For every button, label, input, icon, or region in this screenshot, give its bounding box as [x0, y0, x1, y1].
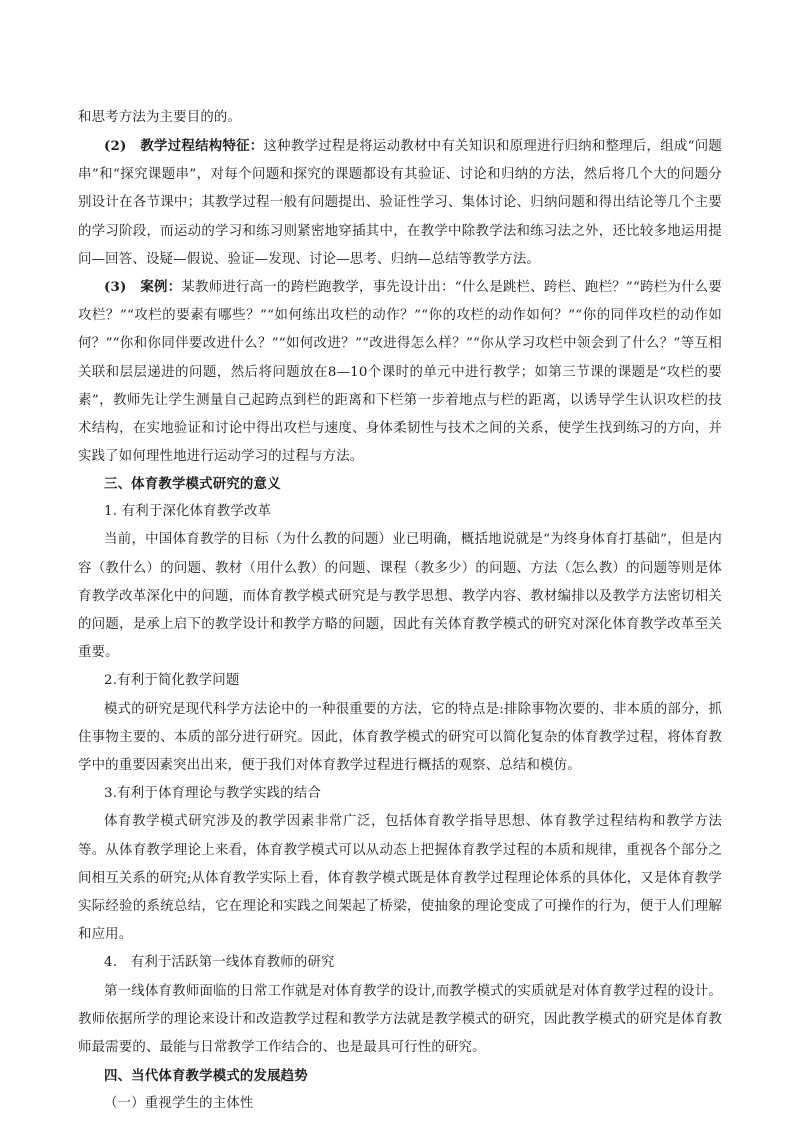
para-0-text: 和思考方法为主要目的的。 [78, 110, 242, 125]
para-label: (2) 教学过程结构特征： [104, 138, 264, 154]
para-text: 某教师进行高一的跨栏跑教学，事先设计出：“什么是跳栏、跨栏、跑栏？”“跨栏为什么要攻栏？”“攻栏的要素有哪些？”“如何练出攻栏的动作？”“你的攻栏的动作如何？”“你的同伴攻栏的动作如何？”“你和你同伴要改进什么？”“如何改进？”“改进得怎么样？”“你从学习攻栏中领会到了什么？”等互相关联和层层递进的问题，然后将问题放在8—10个课时的单元中进行教学；如第三节课的课题是“攻栏的要素”，教师先让学生测量自己起跨点到栏的距离和下栏第一步着地点与栏的距离，以诱导学生认识攻栏的技术结构，在实地验证和讨论中得出攻栏与速度、身体柔韧性与技术之间的关系，使学生找到练习的方向，并实践了如何理性地进行运动学习的过程与方法。 [78, 280, 723, 465]
subsection-4-heading: 4. 有利于活跃第一线体育教师的研究 [104, 955, 335, 971]
subsection-2-text: 模式的研究是现代科学方法论中的一种很重要的方法，它的特点是:排除事物次要的、非本质的部分，抓住事物主要的、本质的部分进行研究。因此，体育教学模式的研究可以简化复杂的体育教学过程，将体育教学中的重要因素突出出来，便于我们对体育教学过程进行概括的观察、总结和模仿。 [78, 701, 722, 774]
section-3-heading: 三、体育教学模式研究的意义 [104, 476, 281, 492]
subsection-3-text: 体育教学模式研究涉及的教学因素非常广泛，包括体育教学指导思想、体育教学过程结构和教学方法等。从体育教学理论上来看，体育教学模式可以从动态上把握体育教学过程的本质和规律，重视各个部分之间相互关系的研究;从体育教学实际上看，体育教学模式既是体育教学过程理论体系的具体化，又是体育教学实际经验的系统总结，它在理论和实践之间架起了桥梁，使抽象的理论变成了可操作的行为，便于人们理解和应用。 [78, 814, 722, 943]
section-3 [78, 470, 722, 1119]
subsection-1-heading: 1. 有利于深化体育教学改革 [104, 504, 272, 520]
para-case [78, 273, 722, 471]
subsection-1-text: 当前，中国体育教学的目标（为什么教的问题）业已明确，概括地说就是“为终身体育打基础”，但是内容（教什么）的问题、教材（用什么教）的问题、课程（教多少）的问题、方法（怎么教）的问题等则是体育教学改革深化中的问题，而体育教学模式研究是与教学思想、教学内容、教材编排以及教学方法密切相关的问题，是承上启下的教学设计和教学方略的问题，因此有关体育教学模式的研究对深化体育教学改革至关重要。 [78, 532, 722, 661]
para-0 [78, 104, 722, 132]
subsection-2-heading: 2.有利于简化教学问题 [104, 673, 240, 689]
subsection-3-heading: 3.有利于体育理论与教学实践的结合 [104, 786, 322, 802]
section-4-subheading: （一）重视学生的主体性 [104, 1096, 254, 1112]
para-label: (3) 案例： [104, 279, 182, 295]
para-structure-features [78, 132, 722, 274]
subsection-4-text: 第一线体育教师面临的日常工作就是对体育教学的设计,而教学模式的实质就是对体育教学过程的设计。教师依据所学的理论来设计和改造教学过程和教学方法就是教学模式的研究，因此教学模式的研究是体育教师最需要的、最能与日常教学工作结合的、也是最具可行性的研究。 [78, 983, 722, 1056]
section-4-heading: 四、当代体育教学模式的发展趋势 [104, 1068, 308, 1085]
para-text: 这种教学过程是将运动教材中有关知识和原理进行归纳和整理后，组成“问题串”和“探究课题串”，对每个问题和探究的课题都设有其验证、讨论和归纳的方法，然后将几个大的问题分别设计在各节课中；其教学过程一般有问题提出、验证性学习、集体讨论、归纳问题和得出结论等几个主要的学习阶段，而运动的学习和练习则紧密地穿插其中，在教学中除教学法和练习法之外，还比较多地运用提问—回答、设疑—假说、验证—发现、讨论—思考、归纳—总结等教学方法。 [78, 139, 722, 267]
